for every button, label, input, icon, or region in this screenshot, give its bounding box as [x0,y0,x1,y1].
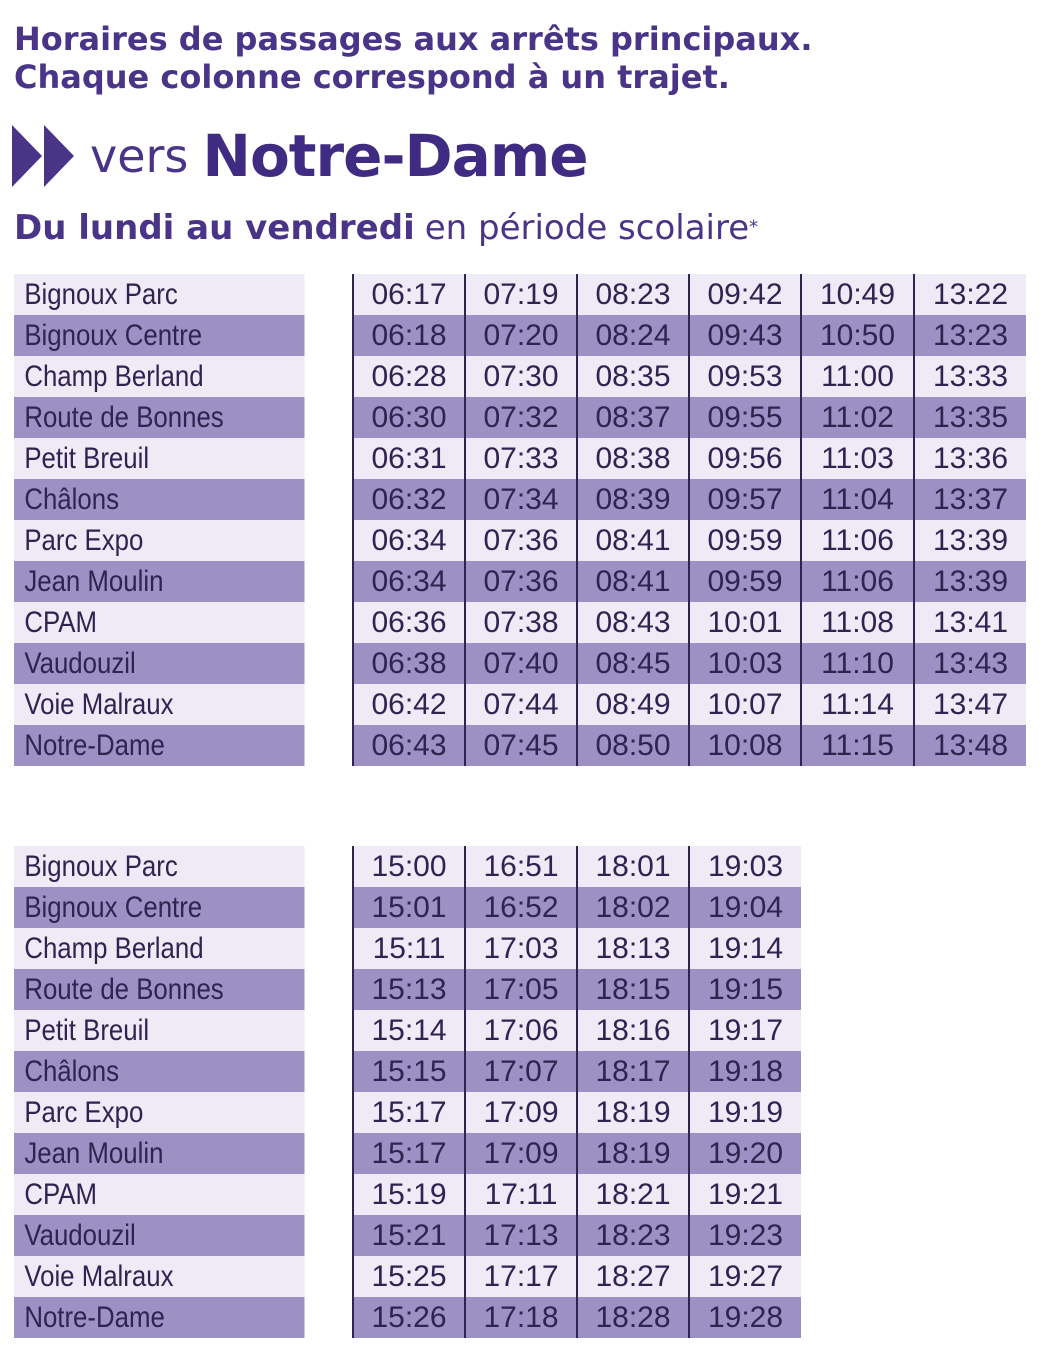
departure-time: 16:51 [465,846,577,887]
departure-time: 08:39 [577,479,689,520]
departure-time: 07:20 [465,315,577,356]
departure-time: 13:35 [914,397,1026,438]
departure-time: 13:22 [914,274,1026,315]
departure-time: 06:31 [353,438,465,479]
stop-name: Jean Moulin [14,1133,306,1174]
table-row [14,846,801,887]
departure-time: 13:33 [914,356,1026,397]
table-row [14,928,801,969]
departure-time: 15:15 [353,1051,465,1092]
departure-time: 15:17 [353,1133,465,1174]
departure-time: 11:02 [801,397,914,438]
table-row [14,1051,801,1092]
departure-time: 19:21 [689,1174,801,1215]
departure-time: 18:01 [577,846,689,887]
departure-time: 10:01 [689,602,801,643]
departure-time: 09:56 [689,438,801,479]
departure-time: 18:19 [577,1092,689,1133]
departure-time: 09:59 [689,561,801,602]
table-row [14,1174,801,1215]
stop-name: Parc Expo [14,1092,306,1133]
stop-name: Champ Berland [14,928,306,969]
departure-time: 19:04 [689,887,801,928]
departure-time: 09:42 [689,274,801,315]
departure-time: 06:18 [353,315,465,356]
stop-name: Bignoux Parc [14,274,306,315]
departure-time: 10:07 [689,684,801,725]
departure-time: 06:43 [353,725,465,766]
stop-name: Bignoux Parc [14,846,306,887]
departure-time: 17:09 [465,1092,577,1133]
departure-time: 17:06 [465,1010,577,1051]
departure-time: 08:45 [577,643,689,684]
departure-time: 07:33 [465,438,577,479]
table-row [14,274,1026,315]
table-row [14,520,1026,561]
stop-name: Petit Breuil [14,438,306,479]
departure-time: 06:34 [353,561,465,602]
departure-time: 08:41 [577,520,689,561]
departure-time: 06:38 [353,643,465,684]
table-row [14,1010,801,1051]
departure-time: 17:05 [465,969,577,1010]
departure-time: 08:50 [577,725,689,766]
departure-time: 18:15 [577,969,689,1010]
stop-name: Bignoux Centre [14,315,306,356]
stop-name: Châlons [14,1051,306,1092]
departure-time: 19:17 [689,1010,801,1051]
stop-name: Parc Expo [14,520,306,561]
table-row [14,438,1026,479]
stop-name: Route de Bonnes [14,969,306,1010]
service-period: en période scolaire [424,208,750,248]
departure-time: 07:45 [465,725,577,766]
departure-time: 16:52 [465,887,577,928]
departure-time: 11:06 [801,561,914,602]
departure-time: 17:18 [465,1297,577,1338]
departure-time: 15:01 [353,887,465,928]
departure-time: 10:49 [801,274,914,315]
table-row [14,1092,801,1133]
departure-time: 07:19 [465,274,577,315]
departure-time: 13:23 [914,315,1026,356]
departure-time: 07:44 [465,684,577,725]
intro-line-1: Horaires de passages aux arrêts principaux. [14,20,813,58]
stop-name: Jean Moulin [14,561,306,602]
table-row [14,969,801,1010]
departure-time: 15:14 [353,1010,465,1051]
stop-name: Châlons [14,479,306,520]
departure-time: 11:08 [801,602,914,643]
departure-time: 18:21 [577,1174,689,1215]
departure-time: 08:43 [577,602,689,643]
table-row [14,684,1026,725]
departure-time: 18:17 [577,1051,689,1092]
departure-time: 06:36 [353,602,465,643]
departure-time: 15:26 [353,1297,465,1338]
departure-time: 19:14 [689,928,801,969]
departure-time: 15:17 [353,1092,465,1133]
table-row [14,479,1026,520]
stop-name: CPAM [14,602,306,643]
stop-name: Voie Malraux [14,1256,306,1297]
departure-time: 07:38 [465,602,577,643]
table-row [14,1215,801,1256]
departure-time: 19:03 [689,846,801,887]
table-row [14,561,1026,602]
departure-time: 18:28 [577,1297,689,1338]
departure-time: 19:15 [689,969,801,1010]
departure-time: 15:13 [353,969,465,1010]
departure-time: 18:23 [577,1215,689,1256]
stop-name: Vaudouzil [14,643,306,684]
departure-time: 11:15 [801,725,914,766]
departure-time: 13:37 [914,479,1026,520]
double-chevron-right-icon [12,125,76,187]
table-row [14,1133,801,1174]
stop-name: Bignoux Centre [14,887,306,928]
departure-time: 11:06 [801,520,914,561]
stop-name: Petit Breuil [14,1010,306,1051]
departure-time: 07:36 [465,561,577,602]
departure-time: 08:49 [577,684,689,725]
departure-time: 13:43 [914,643,1026,684]
departure-time: 06:28 [353,356,465,397]
footnote-marker: * [749,216,759,238]
stop-name: Champ Berland [14,356,306,397]
departure-time: 09:59 [689,520,801,561]
departure-time: 11:10 [801,643,914,684]
destination-name: Notre-Dame [202,122,588,190]
departure-time: 10:08 [689,725,801,766]
table-row [14,1297,801,1338]
direction-heading [12,122,588,190]
departure-time: 08:37 [577,397,689,438]
departure-time: 18:13 [577,928,689,969]
departure-time: 15:19 [353,1174,465,1215]
departure-time: 07:40 [465,643,577,684]
departure-time: 17:03 [465,928,577,969]
stop-name: Notre-Dame [14,1297,306,1338]
departure-time: 18:02 [577,887,689,928]
table-row [14,602,1026,643]
departure-time: 11:14 [801,684,914,725]
stop-name: Voie Malraux [14,684,306,725]
departure-time: 10:03 [689,643,801,684]
departure-time: 06:17 [353,274,465,315]
departure-time: 17:13 [465,1215,577,1256]
departure-time: 06:30 [353,397,465,438]
departure-time: 06:42 [353,684,465,725]
departure-time: 17:07 [465,1051,577,1092]
departure-time: 09:53 [689,356,801,397]
departure-time: 13:48 [914,725,1026,766]
timetable-afternoon [14,846,801,1338]
departure-time: 07:36 [465,520,577,561]
departure-time: 08:24 [577,315,689,356]
table-row [14,397,1026,438]
departure-time: 13:36 [914,438,1026,479]
departure-time: 19:23 [689,1215,801,1256]
intro-text [14,20,812,96]
stop-name: Notre-Dame [14,725,306,766]
departure-time: 08:38 [577,438,689,479]
departure-time: 11:03 [801,438,914,479]
departure-time: 19:27 [689,1256,801,1297]
departure-time: 13:39 [914,520,1026,561]
departure-time: 19:19 [689,1092,801,1133]
departure-time: 07:34 [465,479,577,520]
departure-time: 13:41 [914,602,1026,643]
stop-name: Vaudouzil [14,1215,306,1256]
service-days-bold: Du lundi au vendredi [14,208,415,248]
departure-time: 18:19 [577,1133,689,1174]
departure-time: 18:27 [577,1256,689,1297]
service-days [14,208,758,248]
departure-time: 15:11 [353,928,465,969]
departure-time: 11:04 [801,479,914,520]
departure-time: 09:43 [689,315,801,356]
departure-time: 15:25 [353,1256,465,1297]
departure-time: 15:00 [353,846,465,887]
departure-time: 17:11 [465,1174,577,1215]
departure-time: 19:18 [689,1051,801,1092]
departure-time: 08:35 [577,356,689,397]
departure-time: 18:16 [577,1010,689,1051]
departure-time: 15:21 [353,1215,465,1256]
departure-time: 19:28 [689,1297,801,1338]
direction-prefix: vers [90,129,189,183]
departure-time: 13:47 [914,684,1026,725]
departure-time: 08:41 [577,561,689,602]
departure-time: 11:00 [801,356,914,397]
departure-time: 08:23 [577,274,689,315]
departure-time: 07:30 [465,356,577,397]
intro-line-2: Chaque colonne correspond à un trajet. [14,58,730,96]
table-row [14,725,1026,766]
table-row [14,1256,801,1297]
table-row [14,356,1026,397]
departure-time: 09:57 [689,479,801,520]
departure-time: 07:32 [465,397,577,438]
departure-time: 17:09 [465,1133,577,1174]
departure-time: 13:39 [914,561,1026,602]
table-row [14,315,1026,356]
table-row [14,887,801,928]
departure-time: 10:50 [801,315,914,356]
stop-name: CPAM [14,1174,306,1215]
timetable-morning [14,274,1026,766]
stop-name: Route de Bonnes [14,397,306,438]
table-row [14,643,1026,684]
departure-time: 06:32 [353,479,465,520]
departure-time: 17:17 [465,1256,577,1297]
departure-time: 19:20 [689,1133,801,1174]
departure-time: 06:34 [353,520,465,561]
departure-time: 09:55 [689,397,801,438]
